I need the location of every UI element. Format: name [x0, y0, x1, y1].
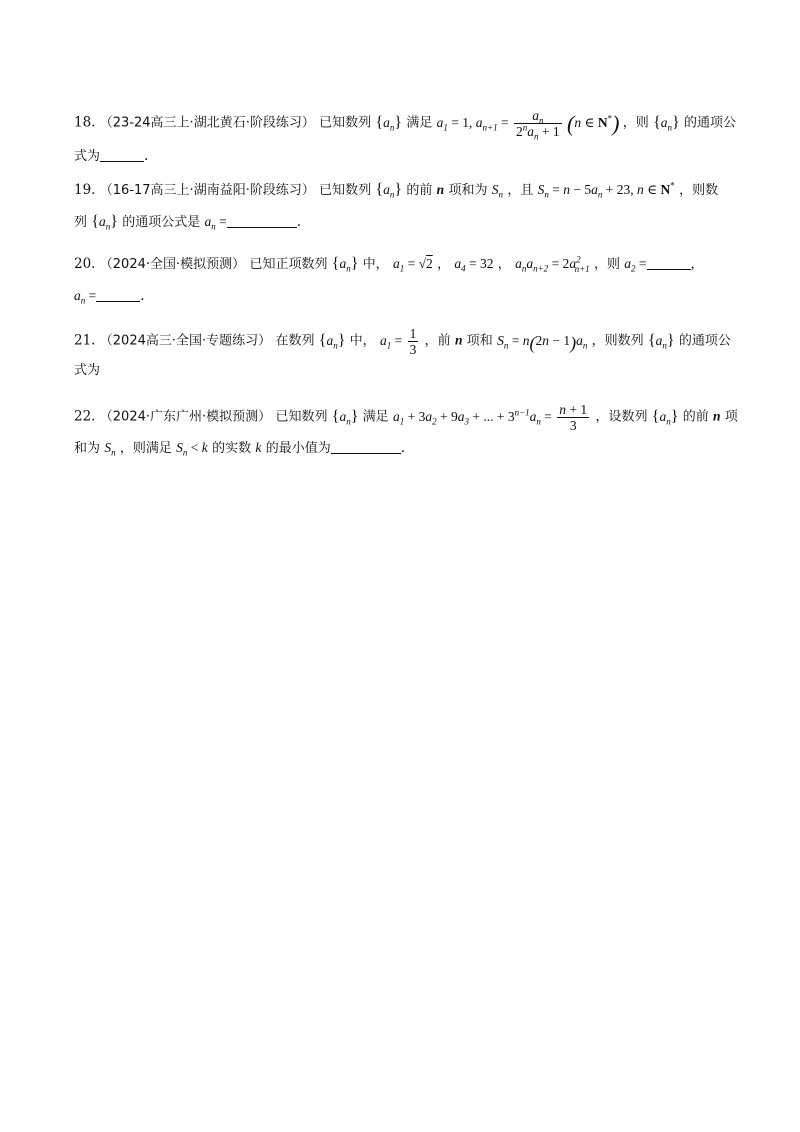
sequence-symbol: $\{a_n\}$ [375, 181, 403, 200]
answer-blank[interactable] [647, 268, 691, 270]
question-source: （2024·全国·模拟预测） [99, 257, 246, 272]
sequence-symbol: $\{a_n\}$ [375, 113, 403, 133]
question-21-cont: 式为 [74, 363, 101, 378]
sequence-symbol: $\{a_n\}$ [331, 407, 359, 427]
question-number: 19. [74, 182, 96, 198]
question-19: 19. （16-17高三上·湖南益阳·阶段练习） 已知数列 $\{a_n\}$ 的前 n 项和为 $S_n$ ，且 $S_n = n - 5a_n + 23$, n ∈ N* ，则数 [74, 180, 719, 200]
question-source: （2024高三·全国·专题练习） [99, 333, 272, 349]
question-18-cont: 式为 . [74, 148, 149, 164]
question-22-cont: 和为 $S_n$ ，则满足 $S_n < k$ 的实数 k 的最小值为 . [74, 440, 406, 458]
answer-blank[interactable] [100, 160, 144, 162]
question-source: （23-24高三上·湖北黄石·阶段练习） [99, 115, 315, 131]
formula: $a_1 + 3a_2 + 9a_3$ + ... + $3^{n-1}a_n$ = $\frac{n + 1}{3}$ [392, 402, 588, 433]
question-19-cont: 列 $\{a_n\}$ 的通项公式是 $a_n$ = . [74, 213, 302, 232]
sequence-symbol: $\{a_n\}$ [653, 113, 680, 133]
question-21: 21. （2024高三·全国·专题练习） 在数列 $\{a_n\}$ 中， $a_1$ = $\frac{1}{3}$ ，前 n 项和 $S_n = n(2n - 1)a_n$ ，则数列 $\{a_n\}$ 的通项公 [74, 326, 731, 357]
question-number: 22. [74, 408, 96, 425]
answer-blank[interactable] [227, 226, 297, 228]
formula: $a_na_{n+2} = 2a^2_{n+1}$ [515, 254, 590, 274]
sequence-symbol: $\{a_n\}$ [318, 331, 346, 351]
question-20-cont: $a_n$ = . [74, 288, 145, 306]
formula: $a_1 = 1$, $a_{n+1}$ = $\frac{a_n}{2^na_n + 1}$ (n ∈ N*) [436, 108, 620, 142]
sequence-symbol: $\{a_n\}$ [647, 331, 675, 351]
question-20: 20. （2024·全国·模拟预测） 已知正项数列 $\{a_n\}$ 中， $a_1 = √2$ ， $a_4 = 32$ ， $a_na_{n+2} = 2a^2_{n+1}$ ，则 $a_2$ = ， [74, 254, 704, 274]
question-18: 18. （23-24高三上·湖北黄石·阶段练习） 已知数列 $\{a_n\}$ 满足 $a_1 = 1$, $a_{n+1}$ = $\frac{a_n}{2^na_n + 1}$ (n ∈ N*) ，则 $\{a_n\}$ 的通项公 [74, 108, 737, 142]
formula: $S_n = n - 5a_n + 23$, n ∈ N* [537, 180, 675, 200]
question-number: 18. [74, 114, 96, 131]
question-source: （2024·广东广州·模拟预测） [99, 409, 272, 425]
answer-blank[interactable] [331, 452, 401, 454]
sequence-symbol: $\{a_n\}$ [91, 213, 118, 232]
sequence-symbol: $\{a_n\}$ [651, 407, 679, 427]
answer-blank[interactable] [96, 300, 140, 302]
question-number: 21. [74, 332, 96, 349]
question-number: 20. [74, 256, 96, 272]
sequence-symbol: $\{a_n\}$ [331, 255, 359, 274]
formula: $S_n = n(2n - 1)a_n$ [497, 332, 588, 353]
question-source: （16-17高三上·湖南益阳·阶段练习） [99, 183, 315, 198]
question-22: 22. （2024·广东广州·模拟预测） 已知数列 $\{a_n\}$ 满足 $a_1 + 3a_2 + 9a_3$ + ... + $3^{n-1}a_n$ = $\frac{n + 1}{3}$ ，设数列 $\{a_n\}$ 的前 n 项 [74, 402, 738, 433]
